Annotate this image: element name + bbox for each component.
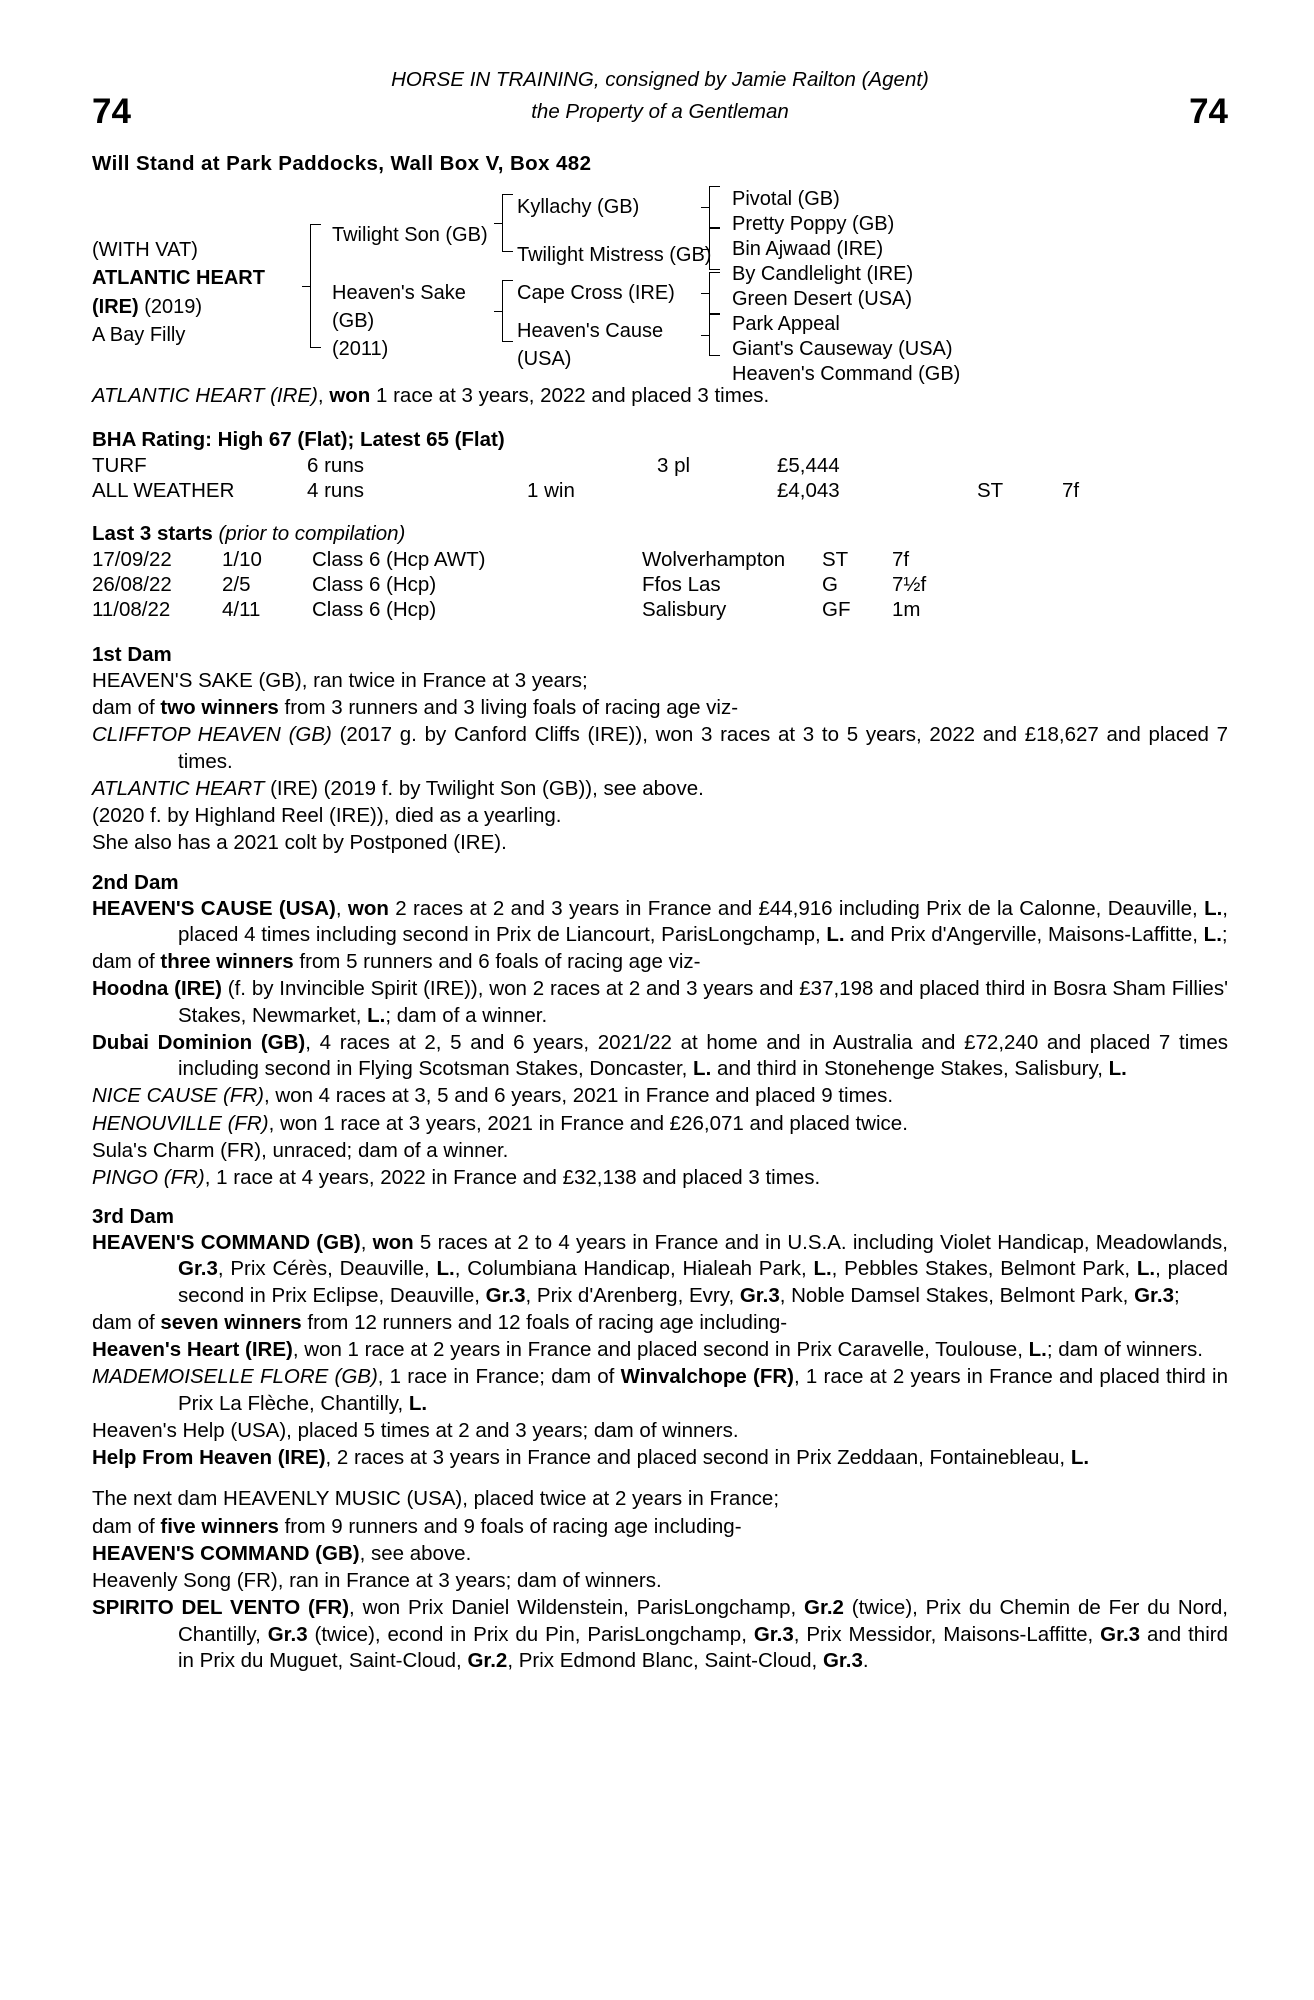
consignment-line: HORSE IN TRAINING, consigned by Jamie Railton (Agent): [391, 68, 929, 91]
page-header: [92, 62, 1228, 146]
group-marker: Gr.2: [467, 1648, 508, 1672]
produce-entry: [92, 1337, 1228, 1363]
third-dam-line: [92, 1230, 1228, 1309]
summary-won: won: [329, 384, 371, 407]
text: ;: [1221, 922, 1228, 946]
start-position: 2/5: [222, 573, 251, 596]
won-label: won: [372, 1231, 414, 1255]
produce-name: HENOUVILLE (FR): [92, 1111, 269, 1135]
produce-entry: [92, 1595, 1228, 1674]
horse-name-suffix: [92, 293, 322, 321]
ggp-6: Park Appeal: [732, 313, 840, 335]
produce-name: HEAVEN'S COMMAND (GB): [92, 1541, 360, 1565]
brace-g1: [709, 186, 720, 228]
produce-detail: , 2 races at 3 years in France and placed second in Prix Zeddaan, Fontainebleau,: [325, 1446, 1071, 1470]
produce-detail: (f. by Invincible Spirit (IRE)), won 2 races at 2 and 3 years and £37,198 and placed third in Bosra Sham Fillies' Stakes, Newmarket,: [178, 977, 1228, 1027]
text: (twice), Prix du Chemin de Fer du Nord, Chantilly,: [178, 1596, 1228, 1646]
text: , won Prix Daniel Wildenstein, ParisLongchamp,: [349, 1596, 805, 1620]
sire-name: Twilight Son (GB): [332, 224, 488, 246]
produce-entry: [92, 976, 1228, 1028]
ggp-8: Heaven's Command (GB): [732, 363, 961, 385]
listed-marker: L.: [1028, 1338, 1047, 1362]
brace-dam: [502, 280, 513, 342]
dam-sire: Cape Cross (IRE): [517, 282, 675, 304]
produce-name: MADEMOISELLE FLORE (GB): [92, 1365, 378, 1389]
table-row: [92, 573, 972, 598]
produce-detail: , won 1 race at 2 years in France and placed second in Prix Caravelle, Toulouse,: [292, 1338, 1029, 1362]
produce-entry: [92, 1364, 1228, 1416]
produce-detail: , 1 race in France; dam of: [377, 1365, 621, 1389]
last-starts-title: [92, 522, 1228, 546]
produce-detail: ; dam of a winner.: [385, 1003, 548, 1027]
second-dam-produce-line: [92, 949, 1228, 975]
listed-marker: L.: [408, 1391, 428, 1415]
produce-entry: Heavenly Song (FR), ran in France at 3 years; dam of winners.: [92, 1569, 662, 1593]
dam-name: Heaven's Sake: [332, 282, 466, 304]
produce-name: CLIFFTOP HEAVEN (GB): [92, 723, 332, 747]
listed-marker: L.: [826, 922, 845, 946]
stat-runs: 4 runs: [307, 479, 364, 502]
ggp-5: Green Desert (USA): [732, 288, 913, 310]
standing-location: Will Stand at Park Paddocks, Wall Box V, Box 482: [92, 152, 592, 175]
listed-marker: L.: [1070, 1446, 1090, 1470]
first-dam-heading: 1st Dam: [92, 643, 172, 666]
listed-marker: L.: [693, 1057, 712, 1081]
text: , Columbiana Handicap, Hialeah Park,: [454, 1257, 814, 1281]
first-dam-produce-line: [92, 695, 1228, 721]
dam-year: (2011): [332, 338, 389, 360]
summary-rest: 1 race at 3 years, 2022 and placed 3 times.: [370, 384, 770, 407]
lot-number-left: 74: [92, 92, 131, 131]
listed-marker: L.: [436, 1257, 455, 1281]
start-distance: 7f: [892, 548, 910, 571]
text: .: [862, 1648, 869, 1672]
dam-dam: Heaven's Cause: [517, 320, 664, 342]
text: and Prix d'Angerville, Maisons-Laffitte,: [844, 922, 1204, 946]
listed-marker: L.: [1204, 896, 1223, 920]
stat-wins: [527, 454, 657, 479]
start-position: 4/11: [222, 598, 261, 621]
winners-count: seven winners: [160, 1310, 302, 1334]
last-starts-label: Last 3 starts: [92, 522, 213, 545]
table-row: [92, 598, 972, 623]
stat-placed: 3 pl: [657, 454, 691, 477]
sire-sire: Kyllachy (GB): [517, 196, 640, 218]
table-row: [92, 454, 1142, 479]
stat-distance: 7f: [1062, 479, 1080, 502]
text: (twice), econd in Prix du Pin, ParisLongchamp,: [307, 1622, 754, 1646]
sire-dam: Twilight Mistress (GB): [517, 244, 712, 266]
start-course: Salisbury: [642, 598, 727, 621]
start-going: G: [822, 573, 838, 596]
start-position: 1/10: [222, 548, 262, 571]
brace-g4: [709, 314, 720, 356]
dam-dam-country: (USA): [517, 348, 572, 370]
won-label: won: [347, 896, 389, 920]
produce-entry: [92, 722, 1229, 774]
race-summary: [92, 384, 1228, 408]
horse-year: (2019): [144, 295, 203, 318]
first-dam-line: HEAVEN'S SAKE (GB), ran twice in France at 3 years;: [92, 669, 588, 692]
start-course: Ffos Las: [642, 573, 721, 596]
text: dam of: [92, 696, 161, 720]
text: , Prix Edmond Blanc, Saint-Cloud,: [507, 1648, 823, 1672]
start-class: Class 6 (Hcp AWT): [312, 548, 486, 571]
text: dam of: [92, 950, 161, 974]
vat-note: (WITH VAT): [92, 239, 198, 261]
listed-marker: L.: [1203, 922, 1222, 946]
brace-g3: [709, 272, 720, 314]
start-class: Class 6 (Hcp): [312, 573, 437, 596]
produce-detail: (2017 g. by Canford Cliffs (IRE)), won 3 races at 3 to 5 years, 2022 and £18,627 and placed 7 times.: [178, 723, 1229, 773]
ggp-1: Pivotal (GB): [732, 188, 840, 210]
start-going: GF: [822, 598, 851, 621]
career-stats-table: [92, 454, 1142, 504]
group-marker: Gr.3: [822, 1648, 863, 1672]
produce-detail: ; dam of winners.: [1046, 1338, 1203, 1362]
text: dam of: [92, 1514, 161, 1538]
text: from 3 runners and 3 living foals of racing age viz-: [278, 696, 739, 720]
produce-entry: Heaven's Help (USA), placed 5 times at 2 and 3 years; dam of winners.: [92, 1418, 739, 1442]
produce-detail: (IRE) (2019 f. by Twilight Son (GB)), see above.: [264, 776, 704, 800]
pedigree-chart: [92, 186, 1228, 385]
produce-entry: [92, 1445, 1228, 1471]
stat-surface: ALL WEATHER: [92, 479, 235, 502]
produce-entry: [92, 776, 1228, 802]
text: ,: [335, 896, 348, 920]
stat-earnings: £4,043: [777, 479, 840, 502]
listed-marker: L.: [813, 1257, 832, 1281]
start-distance: 1m: [892, 598, 921, 621]
start-date: 11/08/22: [92, 598, 171, 621]
text: 5 races at 2 to 4 years in France and in U.S.A. including Violet Handicap, Meadowlands,: [413, 1231, 1228, 1255]
consignor-lines: [92, 62, 1228, 128]
bha-rating-title: BHA Rating: High 67 (Flat); Latest 65 (Flat): [92, 428, 505, 451]
group-marker: Gr.3: [753, 1622, 794, 1646]
winners-count: two winners: [160, 696, 279, 720]
subject-block: [92, 236, 322, 350]
produce-name: ATLANTIC HEART: [92, 776, 265, 800]
next-dam-line: The next dam HEAVENLY MUSIC (USA), placed twice at 2 years in France;: [92, 1487, 780, 1511]
stat-earnings: £5,444: [777, 454, 840, 477]
text: from 12 runners and 12 foals of racing age including-: [301, 1310, 788, 1334]
horse-country: (IRE): [92, 295, 139, 318]
group-marker: Gr.3: [1134, 1283, 1174, 1307]
third-dam-heading: 3rd Dam: [92, 1205, 175, 1229]
produce-name: SPIRITO DEL VENTO (FR): [92, 1596, 350, 1620]
stat-runs: 6 runs: [307, 454, 364, 477]
text: , Pebbles Stakes, Belmont Park,: [831, 1257, 1137, 1281]
brace-g2: [709, 228, 720, 270]
ggp-3: Bin Ajwaad (IRE): [732, 238, 884, 260]
text: dam of: [92, 1310, 161, 1334]
text: , placed 4 times including second in Prix de Liancourt, ParisLongchamp,: [178, 896, 1228, 946]
text: , Prix Messidor, Maisons-Laffitte,: [793, 1622, 1101, 1646]
group-marker: Gr.3: [178, 1257, 218, 1281]
brace-sire: [502, 194, 513, 252]
group-marker: Gr.3: [267, 1622, 308, 1646]
produce-name: Hoodna (IRE): [92, 977, 222, 1001]
produce-detail: and third in Stonehenge Stakes, Salisbury,: [711, 1057, 1109, 1081]
produce-name: Help From Heaven (IRE): [92, 1446, 326, 1470]
produce-entry: Sula's Charm (FR), unraced; dam of a winner.: [92, 1138, 509, 1162]
start-date: 26/08/22: [92, 573, 172, 596]
produce-entry: [92, 1111, 1228, 1137]
horse-name: ATLANTIC HEART: [92, 267, 265, 290]
stat-going: [977, 454, 1062, 479]
lot-number-right: 74: [1189, 92, 1228, 131]
first-dam-extra: She also has a 2021 colt by Postponed (IRE).: [92, 831, 507, 855]
summary-comma: ,: [317, 384, 330, 407]
stat-surface: TURF: [92, 454, 147, 477]
text: , Prix Cérès, Deauville,: [217, 1257, 437, 1281]
produce-entry: [92, 1083, 1228, 1109]
group-marker: Gr.3: [485, 1283, 526, 1307]
produce-detail: , 4 races at 2, 5 and 6 years, 2021/22 at home and in Australia and £72,240 and placed 7 times including second in Flying Scotsman Stakes, Doncaster,: [178, 1030, 1228, 1081]
produce-detail: , won 1 race at 3 years, 2021 in France and £26,071 and placed twice.: [268, 1111, 908, 1135]
start-date: 17/09/22: [92, 548, 172, 571]
dam-country: (GB): [332, 310, 375, 332]
produce-name: NICE CAUSE (FR): [92, 1084, 264, 1108]
ggp-4: By Candlelight (IRE): [732, 263, 914, 285]
produce-name: Dubai Dominion (GB): [92, 1030, 306, 1054]
text: , Prix d'Arenberg, Evry,: [525, 1283, 740, 1307]
start-going: ST: [822, 548, 849, 571]
listed-marker: L.: [367, 1003, 386, 1027]
produce-name: PINGO (FR): [92, 1165, 205, 1189]
produce-name: Heaven's Heart (IRE): [92, 1338, 293, 1362]
produce-sub-name: Winvalchope (FR): [620, 1365, 795, 1389]
listed-marker: L.: [1136, 1257, 1156, 1281]
second-dam-heading: 2nd Dam: [92, 870, 179, 894]
text: from 5 runners and 6 foals of racing age viz-: [293, 950, 701, 974]
brace-main: [310, 224, 321, 348]
start-class: Class 6 (Hcp): [312, 598, 437, 621]
winners-count: three winners: [160, 950, 294, 974]
produce-detail: , 1 race at 2 years in France and placed third in Prix La Flèche, Chantilly,: [178, 1365, 1228, 1415]
third-dam-produce-line: [92, 1310, 1228, 1336]
stat-wins: 1 win: [527, 479, 575, 502]
group-marker: Gr.3: [1100, 1622, 1141, 1646]
third-dam-name: HEAVEN'S COMMAND (GB): [92, 1231, 361, 1255]
text: from 9 runners and 9 foals of racing age including-: [278, 1514, 742, 1538]
property-line: the Property of a Gentleman: [531, 99, 789, 123]
next-dam-produce-line: [92, 1514, 1228, 1540]
horse-colour-sex: A Bay Filly: [92, 324, 186, 347]
text: , Noble Damsel Stakes, Belmont Park,: [779, 1283, 1135, 1307]
listed-marker: L.: [1108, 1057, 1127, 1081]
last-starts-table: [92, 548, 972, 623]
stat-going: ST: [977, 479, 1004, 502]
start-distance: 7½f: [892, 573, 927, 596]
second-dam-name: HEAVEN'S CAUSE (USA): [92, 896, 336, 920]
produce-entry: (2020 f. by Highland Reel (IRE)), died as a yearling.: [92, 804, 562, 828]
produce-detail: , see above.: [359, 1541, 472, 1565]
start-course: Wolverhampton: [642, 548, 786, 571]
last-starts-note: (prior to compilation): [212, 522, 406, 545]
ggp-7: Giant's Causeway (USA): [732, 338, 953, 360]
group-marker: Gr.3: [739, 1283, 780, 1307]
table-row: [92, 548, 972, 573]
table-row: [92, 479, 1142, 504]
winners-count: five winners: [160, 1514, 279, 1538]
second-dam-line: [92, 896, 1228, 948]
text: , placed second in Prix Eclipse, Deauville,: [178, 1257, 1228, 1307]
stat-distance: [1062, 454, 1142, 479]
produce-detail: , won 4 races at 3, 5 and 6 years, 2021 in France and placed 9 times.: [263, 1084, 894, 1108]
summary-horse-name: ATLANTIC HEART (IRE): [92, 384, 318, 407]
text: and third in Prix du Muguet, Saint-Cloud,: [178, 1622, 1228, 1672]
text: 2 races at 2 and 3 years in France and £44,916 including Prix de la Calonne, Deauville,: [388, 896, 1205, 920]
produce-detail: , 1 race at 4 years, 2022 in France and £32,138 and placed 3 times.: [204, 1165, 821, 1189]
produce-entry: [92, 1541, 1228, 1567]
stat-placed: [657, 479, 777, 504]
ggp-2: Pretty Poppy (GB): [732, 213, 895, 235]
group-marker: Gr.2: [804, 1596, 844, 1620]
text: ,: [360, 1231, 373, 1255]
text: ;: [1173, 1283, 1180, 1307]
produce-entry: [92, 1030, 1228, 1082]
produce-entry: [92, 1165, 1228, 1191]
